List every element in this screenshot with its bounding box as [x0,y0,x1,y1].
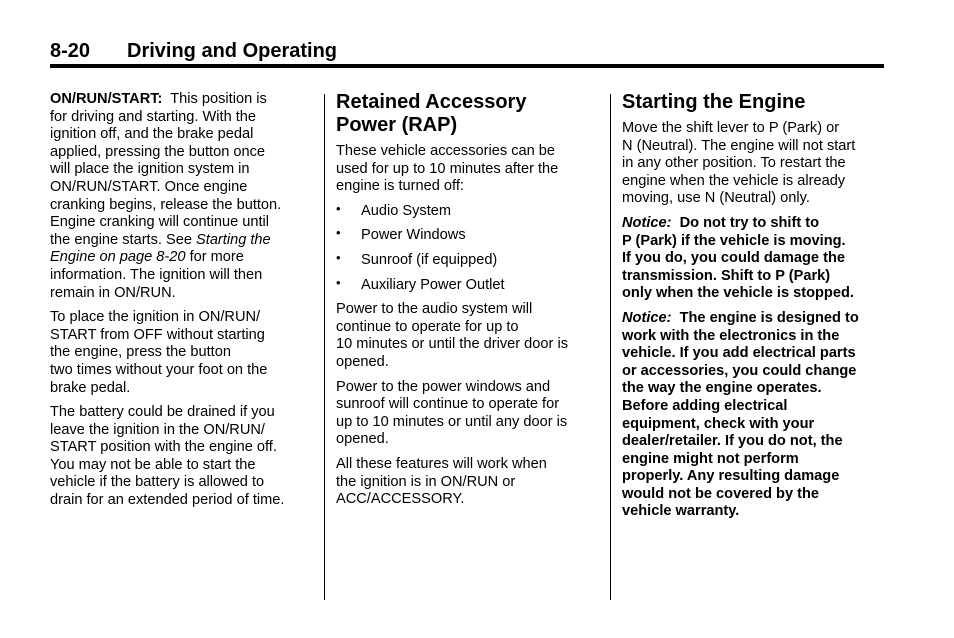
column-divider-2 [610,94,611,600]
list-item: • Power Windows [336,225,466,244]
notice-shift-to-park: Notice: Do not try to shift to P (Park) if the vehicle is moving. If you do, you could damage the transmission. Shift to P (Park) only when the vehicle is stopped. [622,214,854,302]
notice-label: Notice: [622,309,672,326]
column-3 [622,91,886,528]
bullet-icon: • [336,225,341,241]
page-header [50,38,884,68]
bullet-icon: • [336,249,341,265]
notice-electronics: Notice: The engine is designed to work with the electronics in the vehicle. If you add electrical parts or accessories, you could change the way the engine operates. Before adding electrical equipment, check with your dealer/retailer. If you do not, the engine might not perform properly. Any resulting damage would not be covered by the vehicle warranty. [622,309,859,520]
cross-reference-link-page[interactable]: Engine on page 8-20 [50,249,186,266]
paragraph-on-run-start: ON/RUN/START: This position is for driving and starting. With the ignition off, and the brake pedal applied, pressing the button once will place the ignition system in ON/RUN/START. Once engine cranking begins, release the button. Engine cranking will continue until the engine starts. See Starting the Engine on page 8-20 for more information. The ignition will then remain in ON/RUN. [50,91,282,301]
notice-label: Notice: [622,214,672,231]
paragraph-window-power: Power to the power windows and sunroof will continue to operate for up to 10 minutes or until any door is opened. [336,378,568,448]
column-1 [50,91,312,517]
cross-reference-link[interactable]: Starting the [196,231,271,248]
column-2 [336,91,598,516]
term-on-run-start: ON/RUN/START: [50,91,163,107]
list-item: • Sunroof (if equipped) [336,249,498,268]
page-number: 8-20 [50,40,91,62]
heading-starting-the-engine: Starting the Engine [622,91,806,113]
paragraph-place-ignition: To place the ignition in ON/RUN/ START from OFF without starting the engine, press the button two times without your foot on the brake pedal. [50,309,268,396]
list-item: • Audio System [336,200,452,219]
paragraph-audio-power: Power to the audio system will continue to operate for up to 10 minutes or until the driver door is opened. [336,301,568,370]
paragraph-battery-drain: The battery could be drained if you leave the ignition in the ON/RUN/ START position with the engine off. You may not be able to start the vehicle if the battery is allowed to drain for an extended period of time. [50,404,285,509]
heading-retained-accessory-power: Retained Accessory Power (RAP) [336,91,527,136]
bullet-icon: • [336,274,341,290]
list-item: • Auxiliary Power Outlet [336,274,505,293]
accessory-list [336,200,598,294]
bullet-icon: • [336,200,341,216]
paragraph-shift-lever: Move the shift lever to P (Park) or N (Neutral). The engine will not start in any other position. To restart the engine when the vehicle is already moving, use N (Neutral) only. [622,120,856,207]
paragraph-all-features: All these features will work when the ignition is in ON/RUN or ACC/ACCESSORY. [336,455,547,508]
paragraph-rap-intro: These vehicle accessories can be used for up to 10 minutes after the engine is turned off: [336,143,559,195]
column-divider-1 [324,94,325,600]
section-title: Driving and Operating [127,40,338,62]
